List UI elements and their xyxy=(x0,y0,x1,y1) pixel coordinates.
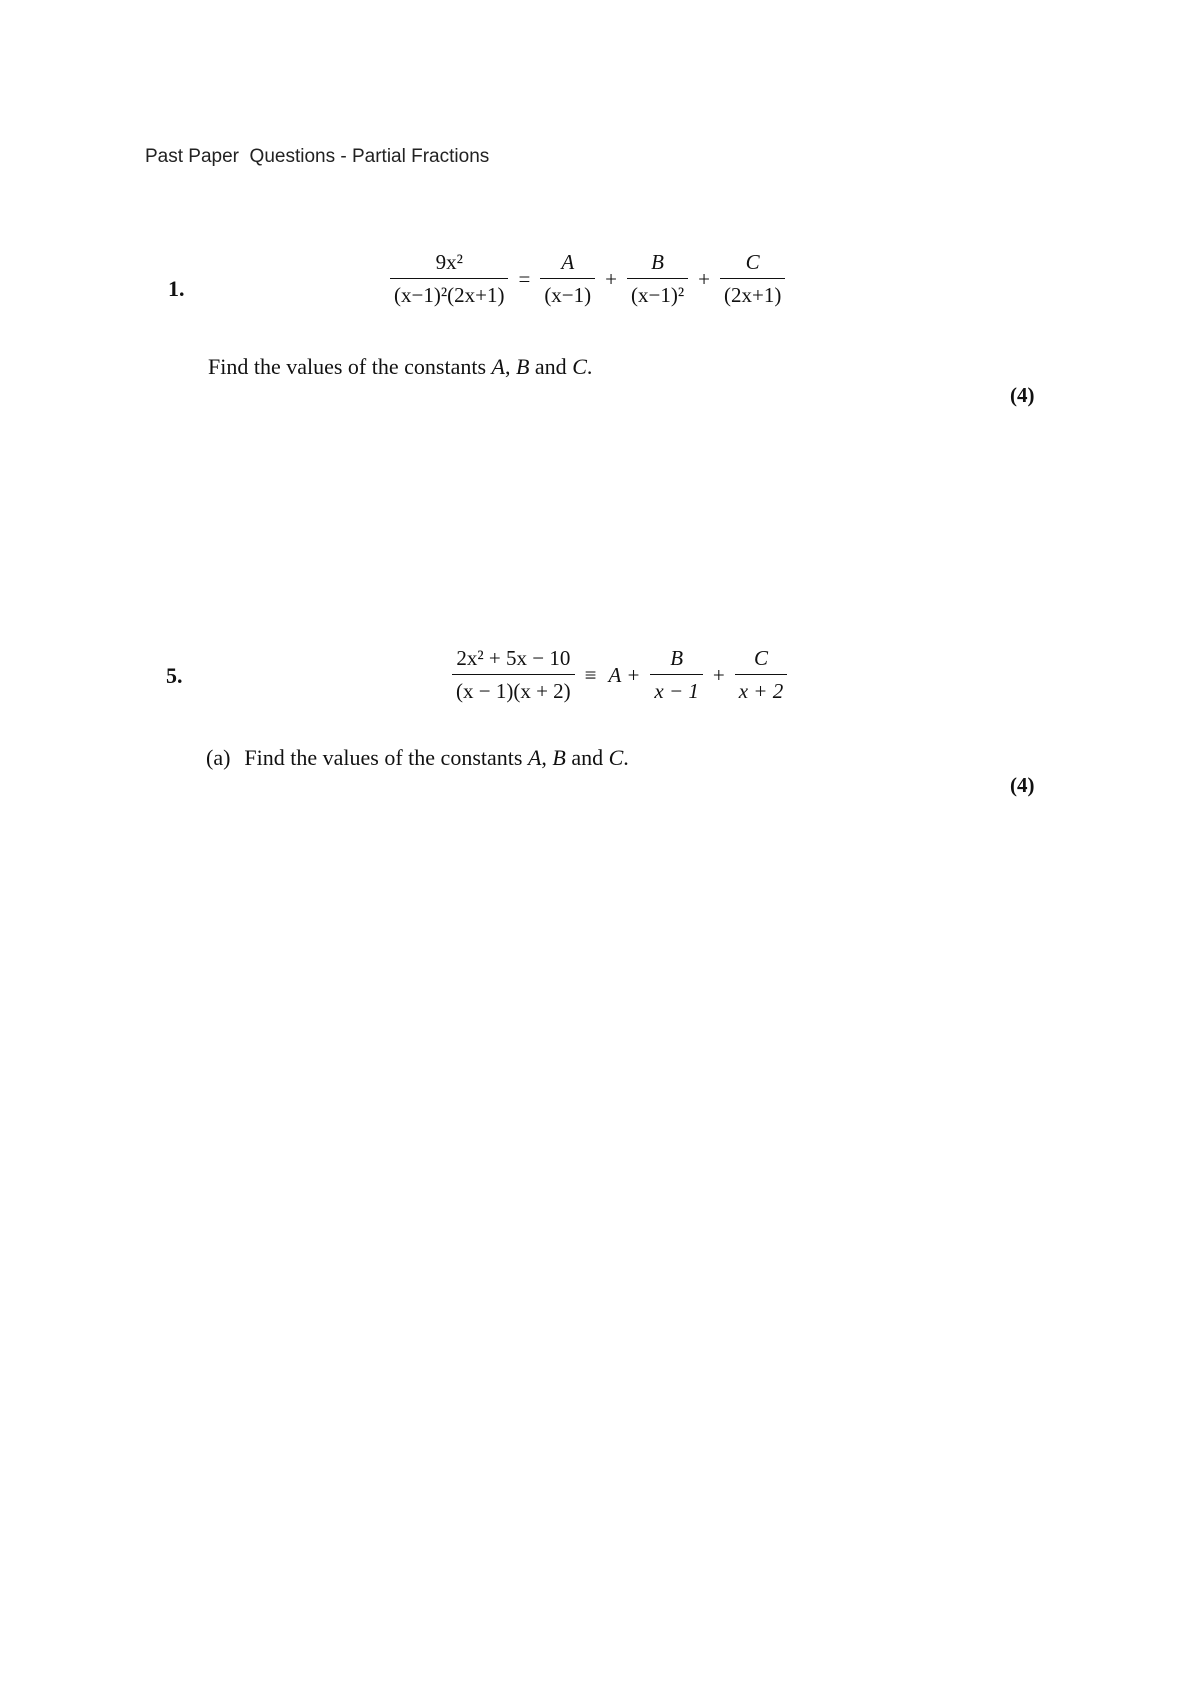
separator: , xyxy=(541,745,553,770)
lhs-fraction xyxy=(452,646,575,704)
term-b-denominator: x − 1 xyxy=(650,674,703,704)
plus-sign: + xyxy=(698,266,710,291)
period: . xyxy=(623,745,629,770)
question-1-number: 1. xyxy=(168,276,185,301)
term-c-numerator: C xyxy=(745,250,760,274)
term-a-numerator: A xyxy=(561,250,575,274)
term-b-fraction xyxy=(627,250,688,308)
question-5-marks: (4) xyxy=(1010,773,1035,797)
question-1-formula xyxy=(386,250,789,308)
period: . xyxy=(586,354,593,379)
constant-c: C xyxy=(572,354,587,379)
constant-b: B xyxy=(552,745,566,770)
question-5-number: 5. xyxy=(166,663,183,688)
lhs-denominator: (x−1)²(2x+1) xyxy=(390,278,508,308)
term-b-numerator: B xyxy=(651,250,664,274)
question-5-formula xyxy=(448,646,791,704)
separator: , xyxy=(504,354,516,379)
constant-a: A xyxy=(527,745,542,770)
question-1-marks: (4) xyxy=(1010,383,1035,407)
lhs-numerator: 9x² xyxy=(435,250,463,274)
constant-a: A xyxy=(491,354,505,379)
term-b-fraction xyxy=(650,646,703,704)
page-title: Past Paper Questions - Partial Fractions xyxy=(145,146,490,167)
instruction-text: Find the values of the constants xyxy=(244,745,528,770)
term-b-numerator: B xyxy=(670,646,684,670)
lhs-numerator: 2x² + 5x − 10 xyxy=(456,646,571,670)
question-5-part-a xyxy=(206,745,629,771)
term-c-fraction xyxy=(720,250,785,308)
part-label: (a) xyxy=(206,745,231,770)
term-c-numerator: C xyxy=(753,646,768,670)
separator: and xyxy=(529,354,573,379)
identity-sign: ≡ xyxy=(584,662,597,687)
constant-b: B xyxy=(515,354,530,379)
term-c-fraction xyxy=(735,646,788,704)
term-c-denominator: x + 2 xyxy=(735,674,788,704)
constant-c: C xyxy=(608,745,624,770)
plus-sign: + xyxy=(605,266,617,291)
term-c-denominator: (2x+1) xyxy=(720,278,785,308)
term-b-denominator: (x−1)² xyxy=(627,278,688,308)
term-a-fraction xyxy=(540,250,595,308)
plus-sign: + xyxy=(712,662,725,687)
separator: and xyxy=(565,745,609,770)
instruction-text: Find the values of the constants xyxy=(208,354,492,379)
lhs-denominator: (x − 1)(x + 2) xyxy=(452,674,575,704)
equals-sign: = xyxy=(518,266,531,291)
term-a-denominator: (x−1) xyxy=(540,278,595,308)
lhs-fraction xyxy=(390,250,508,308)
constant-term: A + xyxy=(608,662,641,687)
question-1-instruction xyxy=(208,354,592,380)
